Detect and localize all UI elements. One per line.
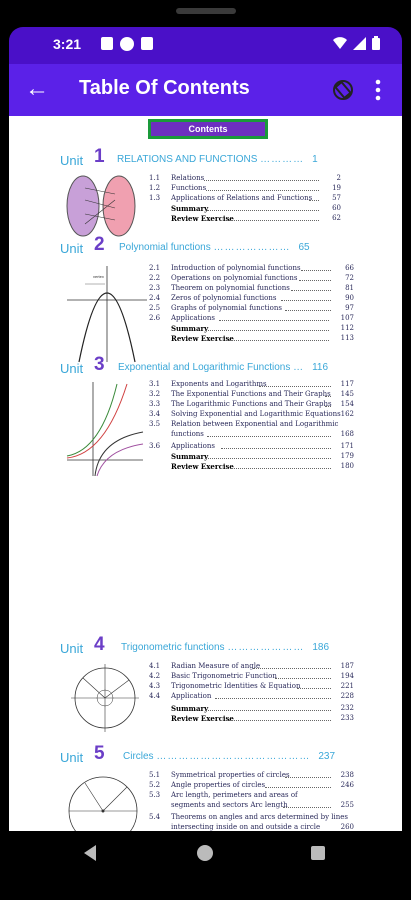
pdf-page[interactable] xyxy=(9,116,402,831)
wifi-icon xyxy=(333,36,347,50)
toc-entry[interactable]: 4.2 Basic Trigonometric Function 194 xyxy=(149,672,354,680)
nav-home-icon[interactable] xyxy=(197,845,213,861)
toc-entry[interactable]: 2.1 Introduction of polynomial functions 66 xyxy=(149,264,354,272)
toc-entry[interactable]: segments and sectors Arc length 255 xyxy=(171,801,354,809)
speaker-grille xyxy=(176,8,236,14)
toc-entry[interactable]: 2.4 Zeros of polynomial functions 90 xyxy=(149,294,354,302)
toc-entry[interactable]: Review Exercise 113 xyxy=(171,334,354,343)
unit-title: Exponential and Logarithmic Functions … 116 xyxy=(118,362,329,373)
toc-entry[interactable]: 3.5 Relation between Exponential and Logarithmic xyxy=(149,420,339,428)
toc-entry[interactable]: 5.4 Theorems on angles and arcs determined by lines xyxy=(149,813,348,821)
battery-icon xyxy=(372,36,380,50)
system-icons xyxy=(333,36,380,50)
toc-entry[interactable]: 1.3 Applications of Relations and Functions 57 xyxy=(149,194,341,202)
toc-entry[interactable]: 2.5 Graphs of polynomial functions 97 xyxy=(149,304,354,312)
toc-entry[interactable]: Review Exercise 233 xyxy=(171,714,354,723)
toc-entry[interactable]: 3.4 Solving Exponential and Logarithmic Equations 162 xyxy=(149,410,354,418)
app-bar xyxy=(9,64,402,116)
unit-word: Unit xyxy=(60,641,84,656)
unit-word: Unit xyxy=(60,361,84,376)
toc-entry[interactable]: 5.2 Angle properties of circles 246 xyxy=(149,781,354,789)
page-title: Table Of Contents xyxy=(79,77,250,99)
unit-number: 3 xyxy=(94,354,105,375)
toc-entry[interactable]: 1.2 Functions 19 xyxy=(149,184,341,192)
exponential-graph-figure xyxy=(65,380,145,478)
more-vert-icon[interactable] xyxy=(375,79,381,101)
venn-diagram-figure xyxy=(65,174,137,238)
unit-number: 1 xyxy=(94,146,105,167)
toc-entry[interactable]: 2.6 Applications 107 xyxy=(149,314,354,322)
contents-heading: Contents xyxy=(148,119,268,139)
unit-number: 4 xyxy=(94,634,105,655)
toc-entry[interactable]: 5.1 Symmetrical properties of circles 238 xyxy=(149,771,354,779)
sd-card-icon xyxy=(141,37,153,50)
unit-title: Polynomial functions ………………… 65 xyxy=(119,242,310,253)
svg-text:vertex: vertex xyxy=(93,274,104,279)
unit-word: Unit xyxy=(60,153,84,168)
status-time: 3:21 xyxy=(53,36,82,52)
toc-entry[interactable]: 3.6 Applications 171 xyxy=(149,442,354,450)
status-bar xyxy=(9,27,402,64)
toc-entry[interactable]: 3.1 Exponents and Logarithms 117 xyxy=(149,380,354,388)
unit-title: Trigonometric functions ………………… 186 xyxy=(121,642,330,653)
circle-figure xyxy=(65,773,141,831)
polynomial-graph-figure xyxy=(65,264,149,364)
toc-entry[interactable]: Summary 60 xyxy=(171,204,341,213)
arrow-back-icon[interactable]: ← xyxy=(25,75,49,102)
unit-word: Unit xyxy=(60,750,84,765)
toc-entry[interactable]: intersecting inside on and outside a circle 260 xyxy=(171,823,354,831)
nav-recents-icon[interactable] xyxy=(311,846,325,860)
toc-entry[interactable]: 5.3 Arc length, perimeters and areas of xyxy=(149,791,298,799)
toc-entry[interactable]: 4.4 Application 228 xyxy=(149,692,354,700)
app-notification-icon xyxy=(120,37,134,51)
toc-entry[interactable]: 4.1 Radian Measure of angle 187 xyxy=(149,662,354,670)
toc-entry[interactable]: Review Exercise 62 xyxy=(171,214,341,223)
toc-entry[interactable]: 4.3 Trigonometric Identities & Equation 221 xyxy=(149,682,354,690)
toc-entry[interactable]: Summary 232 xyxy=(171,704,354,713)
unit-title: RELATIONS AND FUNCTIONS ………… 1 xyxy=(117,154,318,165)
toc-entry[interactable]: 1.1 Relations 2 xyxy=(149,174,341,182)
toc-entry[interactable]: 3.2 The Exponential Functions and Their Graphs 145 xyxy=(149,390,354,398)
unit-number: 2 xyxy=(94,234,105,255)
unit-circle-figure xyxy=(71,664,139,732)
unit-title: Circles …………………………………… 237 xyxy=(123,751,336,762)
toc-entry[interactable]: 2.3 Theorem on polynomial functions 81 xyxy=(149,284,354,292)
signal-icon xyxy=(353,37,366,50)
toc-entry[interactable]: Summary 112 xyxy=(171,324,354,333)
navigation-bar xyxy=(0,831,411,900)
nav-back-icon[interactable] xyxy=(84,845,96,861)
toc-entry[interactable]: functions 168 xyxy=(171,430,354,438)
toc-entry[interactable]: Summary 179 xyxy=(171,452,354,461)
unit-number: 5 xyxy=(94,743,105,764)
screen-rotation-icon[interactable] xyxy=(331,78,355,102)
toc-entry[interactable]: Review Exercise 180 xyxy=(171,462,354,471)
toc-entry[interactable]: 2.2 Operations on polynomial functions 72 xyxy=(149,274,354,282)
notification-icon xyxy=(101,37,113,50)
notification-icons xyxy=(101,37,153,51)
unit-word: Unit xyxy=(60,241,84,256)
toc-entry[interactable]: 3.3 The Logarithmic Functions and Their Graphs 154 xyxy=(149,400,354,408)
